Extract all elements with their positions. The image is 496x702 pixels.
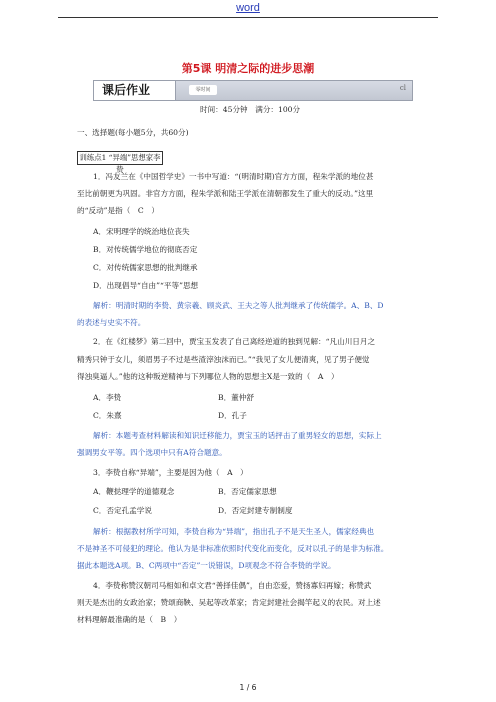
q1-option-c: C．对传统儒家思想的批判继承: [93, 263, 198, 272]
q3-option-c: C．否定孔孟学说: [93, 506, 152, 515]
q2-option-c: C．朱熹: [93, 411, 122, 420]
q1-option-b: B．对传统儒学地位的彻底否定: [93, 245, 198, 254]
q2-line-1: 2．在《红楼梦》第二回中，贾宝玉发表了自己离经逆道的独到见解：“凡山川日月之: [93, 337, 376, 346]
header-link[interactable]: word: [236, 2, 260, 14]
section-heading: 一、选择题(每小题5分，共60分): [77, 128, 189, 137]
q1-line-1: 1．冯友兰在《中国哲学史》一书中写道：“(明清时期)官方方面，程朱学派的地位甚: [93, 172, 374, 181]
q2-option-a: A．李贽: [93, 393, 122, 402]
q2-analysis-1: 解析：本题考查材料解读和知识迁移能力，贾宝玉的话抨击了重男轻女的思想，实际上: [93, 431, 382, 440]
q3-option-b: B．否定儒家思想: [218, 487, 277, 496]
q1-line-2: 至比前朝更为巩固。非官方方面，程朱学派和陆王学派在清朝都发生了重大的反动。”这里: [77, 189, 374, 198]
q2-option-d: D．孔子: [218, 411, 247, 420]
q1-analysis-2: 的表述与史实不符。: [77, 318, 146, 327]
q4-line-1: 4．李贽称赞汉朝司马相如和卓文君“善择佳偶”，自由恋爱，赞扬寡妇再嫁；称赞武: [93, 581, 372, 590]
q3-option-a: A．鞭挞理学的道德观念: [93, 487, 175, 496]
q4-line-3: 材料理解最准确的是（ B ）: [77, 615, 182, 624]
q3-analysis-2: 不是神圣不可侵犯的理论。他认为是非标准依照时代变化而变化，反对以孔子的是非为标准。: [77, 544, 389, 553]
q1-line-3: 的“反动”是指（ C ）: [77, 206, 159, 215]
q1-analysis-1: 解析：明清时期的李贽、黄宗羲、顾炎武、王夫之等人批判继承了传统儒学。A、B、D: [93, 301, 384, 310]
header-divider: [58, 17, 438, 18]
banner-tail-mark: cl: [399, 84, 406, 92]
banner-chip: 零时间: [189, 85, 217, 95]
q4-line-2: 则天是杰出的女政治家；赞颂商鞅、吴起等改革家；肯定封建社会揭竿起义的农民。对上述: [77, 598, 381, 607]
page-title: 第5课 明清之际的进步思潮: [181, 62, 315, 75]
q2-analysis-2: 强调男女平等。四个选项中只有A符合题意。: [77, 448, 227, 457]
training-point-box: 训练点1 “异端”思想家李贽: [77, 151, 163, 165]
q2-line-3: 得浊臭逼人。”他的这种叛逆精神与下列哪位人物的思想主X是一致的（ A ）: [77, 372, 339, 381]
page-number: 1 / 6: [239, 683, 257, 692]
q3-line-1: 3．李贽自称“异端”，主要是因为他（ A ）: [93, 468, 248, 477]
q3-analysis-3: 据此本题选A项。B、C两项中“否定”一说错误，D项观念不符合李贽的学说。: [77, 561, 336, 570]
q1-option-d: D．出现倡导“自由”“平等”思想: [93, 281, 199, 290]
q3-option-d: D．否定封建专制制度: [218, 506, 293, 515]
q2-line-2: 精秀只钟于女儿，须眉男子不过是些渣滓浊沫而已。”“我见了女儿便清爽，见了男子便觉: [77, 355, 370, 364]
homework-banner: [93, 80, 413, 101]
q1-option-a: A．宋明理学的统治地位丧失: [93, 227, 190, 236]
banner-label: 课后作业: [94, 81, 176, 100]
q3-analysis-1: 解析：根据教材所学可知，李贽自称为“异端”，指出孔子不是天生圣人，儒家经典也: [93, 527, 375, 536]
time-score-meta: 时间：45分钟 满分：100分: [200, 105, 301, 114]
q2-option-b: B．董仲舒: [218, 393, 254, 402]
